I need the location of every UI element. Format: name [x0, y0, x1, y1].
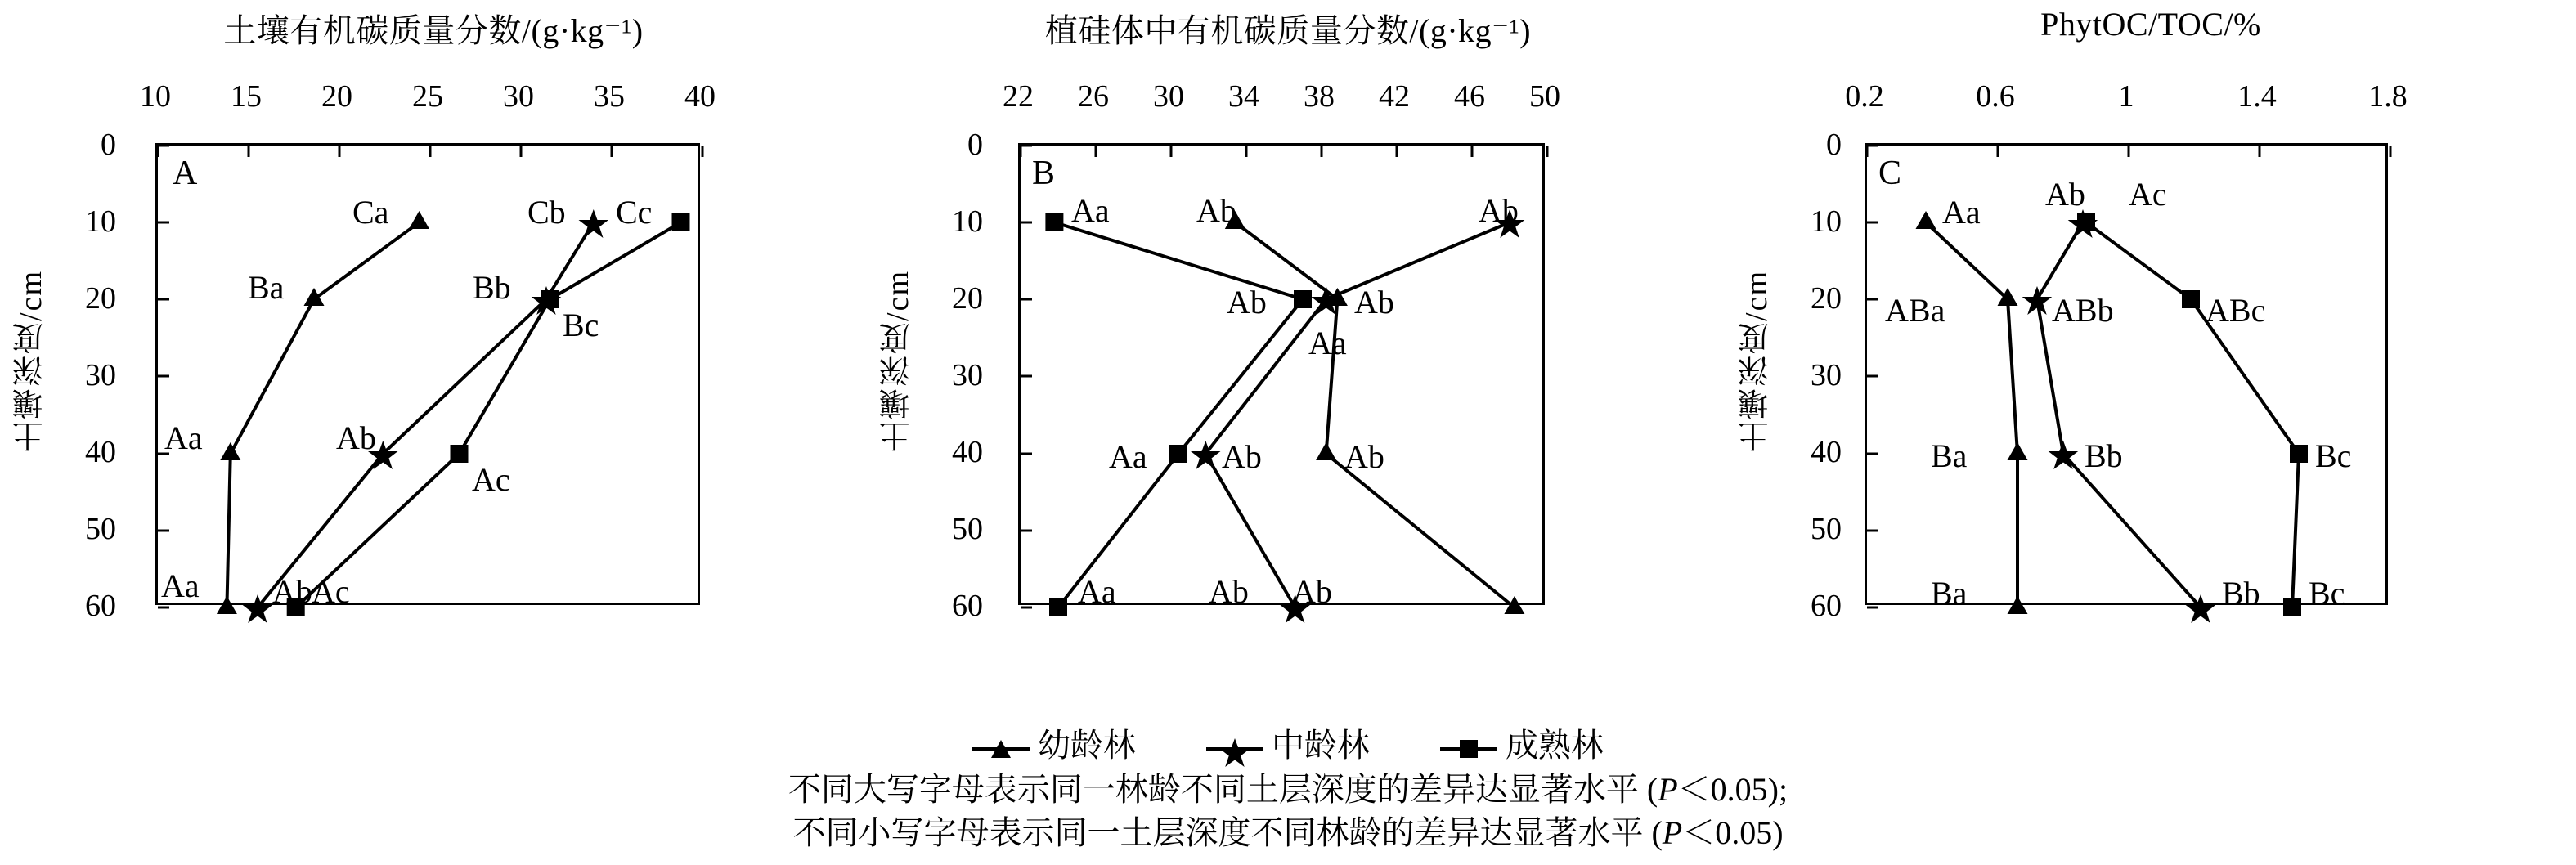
legend-label-middle: 中龄林 [1272, 727, 1370, 764]
panel-a-ytick-2: 20 [85, 281, 116, 316]
panel-a-title: 土壤有机碳质量分数/(g·kg⁻¹) [223, 12, 644, 49]
legend-label-mature: 成熟林 [1506, 727, 1604, 764]
panel-a-xtick-3: 25 [412, 79, 443, 114]
panel-a-xtick-1: 15 [231, 79, 262, 114]
panel-b-ytick-2: 20 [952, 281, 983, 316]
panel-b-label-young-40: Ab [1344, 438, 1384, 475]
panel-a-ytick-0: 0 [101, 128, 116, 162]
figure-caption [0, 769, 2576, 855]
panel-c-ytick-1: 10 [1811, 204, 1842, 239]
legend [0, 719, 2576, 766]
panel-c-ytick-2: 20 [1811, 281, 1842, 316]
panel-b-ytick-4: 40 [952, 435, 983, 469]
panel-c-label-mature-40: Bc [2315, 437, 2352, 474]
legend-item-young [972, 719, 1136, 766]
panel-b-label-young-10: Ab [1196, 192, 1236, 229]
panel-c-xtick-4: 1.8 [2368, 79, 2408, 114]
panel-a-xtick-0: 10 [140, 79, 171, 114]
panel-b [859, 0, 1717, 703]
panel-b-xtick-4: 38 [1304, 79, 1335, 114]
panel-b-xtick-0: 22 [1003, 79, 1034, 114]
panel-a [0, 0, 859, 703]
panel-c-label-young-60: Ba [1931, 575, 1968, 612]
panel-b-xtick-7: 50 [1529, 79, 1560, 114]
panel-a-xtick-6: 40 [684, 79, 716, 114]
caption-line-2-pre: 不同小写字母表示同一土层深度不同林龄的差异达显著水平 ( [792, 813, 1663, 851]
panel-a-label-mid-20: Bb [473, 269, 511, 306]
panel-a-label-young-40: Aa [164, 419, 203, 456]
caption-line-1-italic: P [1658, 771, 1678, 808]
panel-c-label-mid-10: Ab [2045, 176, 2085, 213]
panel-b-ytick-5: 50 [952, 512, 983, 546]
panel-a-label-mid-60: Ab [272, 573, 312, 610]
panel-b-y-axis-label: 土壤深度/cm [881, 270, 915, 452]
panel-a-y-axis-label: 土壤深度/cm [14, 270, 48, 452]
panel-c-ytick-5: 50 [1811, 512, 1842, 546]
panel-c-label-young-20: ABa [1885, 292, 1945, 329]
panel-a-label-mature-10: Cc [616, 194, 653, 231]
panel-c-title: PhytOC/TOC/% [2040, 6, 2261, 43]
panel-b-xtick-2: 30 [1153, 79, 1184, 114]
panel-a-plot-area [155, 143, 700, 610]
panel-b-ytick-0: 0 [967, 128, 983, 162]
panel-c-label-mid-40: Bb [2085, 437, 2123, 474]
panel-b-plot-area [1018, 143, 1545, 610]
panel-c-plot-area [1865, 143, 2388, 612]
panel-b-label-mid-20: Aa [1308, 325, 1347, 361]
panel-b-xtick-6: 46 [1454, 79, 1485, 114]
panel-a-label-mature-40: Ac [472, 461, 510, 498]
panel-c-xtick-3: 1.4 [2237, 79, 2277, 114]
panel-a-label-mid-40: Ab [336, 419, 376, 456]
panel-c-xtick-2: 1 [2118, 79, 2134, 114]
panel-b-label-mid-40: Ab [1222, 438, 1262, 475]
panel-a-ytick-4: 40 [85, 435, 116, 469]
panel-b-ytick-3: 30 [952, 358, 983, 392]
panel-c-label-mature-10: Ac [2129, 176, 2167, 213]
panel-b-label-young-60: Ab [1292, 573, 1332, 610]
star-marker-icon [1206, 738, 1263, 760]
panel-c-label-mid-20: ABb [2052, 292, 2114, 329]
panel-c-label-young-40: Ba [1931, 437, 1968, 474]
panel-a-ytick-5: 50 [85, 512, 116, 546]
panel-b-title: 植硅体中有机碳质量分数/(g·kg⁻¹) [1044, 12, 1532, 49]
panel-b-label-mid-10: Ab [1479, 192, 1519, 229]
legend-item-mature [1440, 719, 1604, 766]
panel-a-xtick-5: 35 [594, 79, 625, 114]
caption-line-1 [0, 769, 2576, 812]
panel-a-label-mature-60: Ac [312, 573, 350, 610]
caption-line-2-post: ＜0.05) [1682, 813, 1784, 851]
caption-line-1-pre: 不同大写字母表示同一林龄不同土层深度的差异达显著水平 ( [788, 771, 1658, 808]
panel-c-xtick-0: 0.2 [1845, 79, 1884, 114]
panel-a-ytick-6: 60 [85, 589, 116, 623]
triangle-marker-icon [972, 738, 1030, 760]
panel-a-label-young-20: Ba [248, 269, 285, 306]
caption-line-2 [0, 812, 2576, 855]
panel-a-label-young-60: Aa [161, 567, 200, 604]
panel-b-xtick-3: 34 [1228, 79, 1259, 114]
panel-a-label-mid-10: Cb [527, 194, 566, 231]
panel-b-label-mature-60: Aa [1078, 573, 1116, 610]
legend-item-middle [1206, 719, 1370, 766]
square-marker-icon [1440, 738, 1497, 760]
legend-label-young: 幼龄林 [1038, 727, 1136, 764]
caption-line-2-italic: P [1662, 813, 1683, 851]
panel-a-ytick-1: 10 [85, 204, 116, 239]
panel-a-xtick-4: 30 [503, 79, 534, 114]
panel-c-y-axis-label: 土壤深度/cm [1739, 270, 1774, 452]
panel-a-xtick-2: 20 [321, 79, 352, 114]
caption-line-1-post: ＜0.05); [1677, 771, 1788, 808]
panel-c-ytick-4: 40 [1811, 435, 1842, 469]
panel-b-xtick-1: 26 [1078, 79, 1109, 114]
panel-a-label-mature-20: Bc [563, 307, 599, 343]
panel-b-label-mature-40: Aa [1109, 438, 1147, 475]
panel-c-letter: C [1878, 155, 1902, 192]
panel-a-label-young-10: Ca [352, 194, 389, 231]
panel-b-ytick-1: 10 [952, 204, 983, 239]
panel-c-label-young-10: Aa [1942, 194, 1981, 231]
panel-b-label-mature-10: Aa [1071, 192, 1110, 229]
panel-c-ytick-6: 60 [1811, 589, 1842, 623]
panel-b-ytick-6: 60 [952, 589, 983, 623]
panel-c-label-mature-60: Bc [2309, 575, 2345, 612]
panel-b-letter: B [1032, 155, 1056, 192]
panel-c-label-mid-60: Bb [2222, 575, 2260, 612]
panel-c-label-mature-20: ABc [2206, 292, 2266, 329]
panel-a-letter: A [173, 155, 198, 192]
panel-b-label-mid-60: Ab [1209, 573, 1249, 610]
panel-c-ytick-3: 30 [1811, 358, 1842, 392]
panel-b-label-mature-20: Ab [1227, 284, 1267, 320]
panel-c-xtick-1: 0.6 [1976, 79, 2015, 114]
panel-c-ytick-0: 0 [1826, 128, 1842, 162]
panel-b-xtick-5: 42 [1379, 79, 1410, 114]
panel-b-label-young-20: Ab [1354, 284, 1394, 320]
panel-a-ytick-3: 30 [85, 358, 116, 392]
panel-c [1717, 0, 2576, 703]
